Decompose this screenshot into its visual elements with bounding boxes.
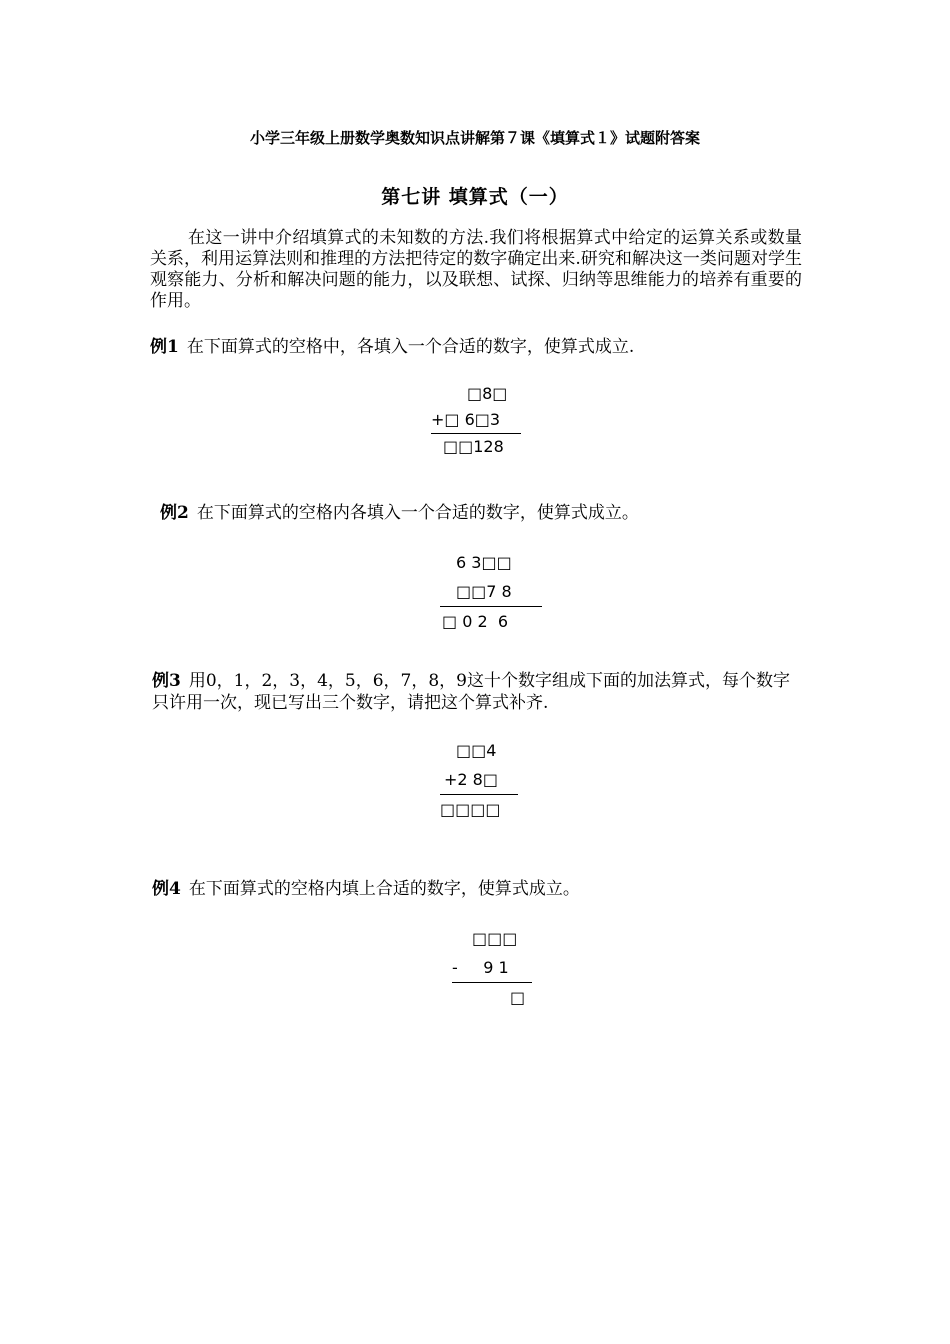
example-1-text: 在下面算式的空格中，各填入一个合适的数字，使算式成立. <box>186 337 635 357</box>
example-1-label: 例1 <box>150 337 179 357</box>
example-1-row-2: +□ 6□3 <box>431 410 501 429</box>
example-4-text: 在下面算式的空格内填上合适的数字，使算式成立。 <box>188 879 580 899</box>
page-header: 小学三年级上册数学奥数知识点讲解第７课《填算式１》试题附答案 <box>249 129 700 147</box>
example-2-row-2: □□7 8 <box>456 582 512 601</box>
example-2 <box>160 502 810 524</box>
intro-paragraph: 在这一讲中介绍填算式的未知数的方法.我们将根据算式中给定的运算关系或数量关系，利用运算法则和推理的方法把待定的数字确定出来.研究和解决这一类问题对学生观察能力、分析和解决问题的能力，以及联想、试探、归纳等思维能力的培养有重要的作用。 <box>150 228 802 311</box>
example-2-equation <box>440 548 542 636</box>
example-4-equation <box>452 924 532 1012</box>
example-2-result: □ 0 2 6 <box>440 606 542 636</box>
example-2-label: 例2 <box>160 503 189 523</box>
example-1 <box>150 336 810 358</box>
example-3-result: □□□□ <box>440 794 518 824</box>
example-2-text: 在下面算式的空格内各填入一个合适的数字，使算式成立。 <box>196 503 639 523</box>
example-4-row-2: - 9 1 <box>452 958 509 977</box>
example-1-equation <box>431 381 521 460</box>
example-3-text: 用0，1，2，3，4，5，6，7，8，9这十个数字组成下面的加法算式，每个数字只许用一次，现已写出三个数字，请把这个算式补齐. <box>152 671 791 713</box>
example-4 <box>152 878 802 900</box>
example-3 <box>152 670 802 714</box>
example-3-row-2: +2 8□ <box>444 770 498 789</box>
example-4-row-1: □□□ <box>472 929 518 948</box>
lecture-title: 第七讲 填算式（一） <box>381 186 569 208</box>
example-3-equation <box>440 736 518 824</box>
example-3-label: 例3 <box>152 671 181 691</box>
example-2-row-1: 6 3□□ <box>456 553 512 572</box>
example-1-result: □□128 <box>431 433 521 460</box>
example-3-row-1: □□4 <box>456 741 497 760</box>
example-4-label: 例4 <box>152 879 181 899</box>
example-1-row-1: □8□ <box>467 384 508 403</box>
example-4-result: □ <box>452 982 532 1012</box>
